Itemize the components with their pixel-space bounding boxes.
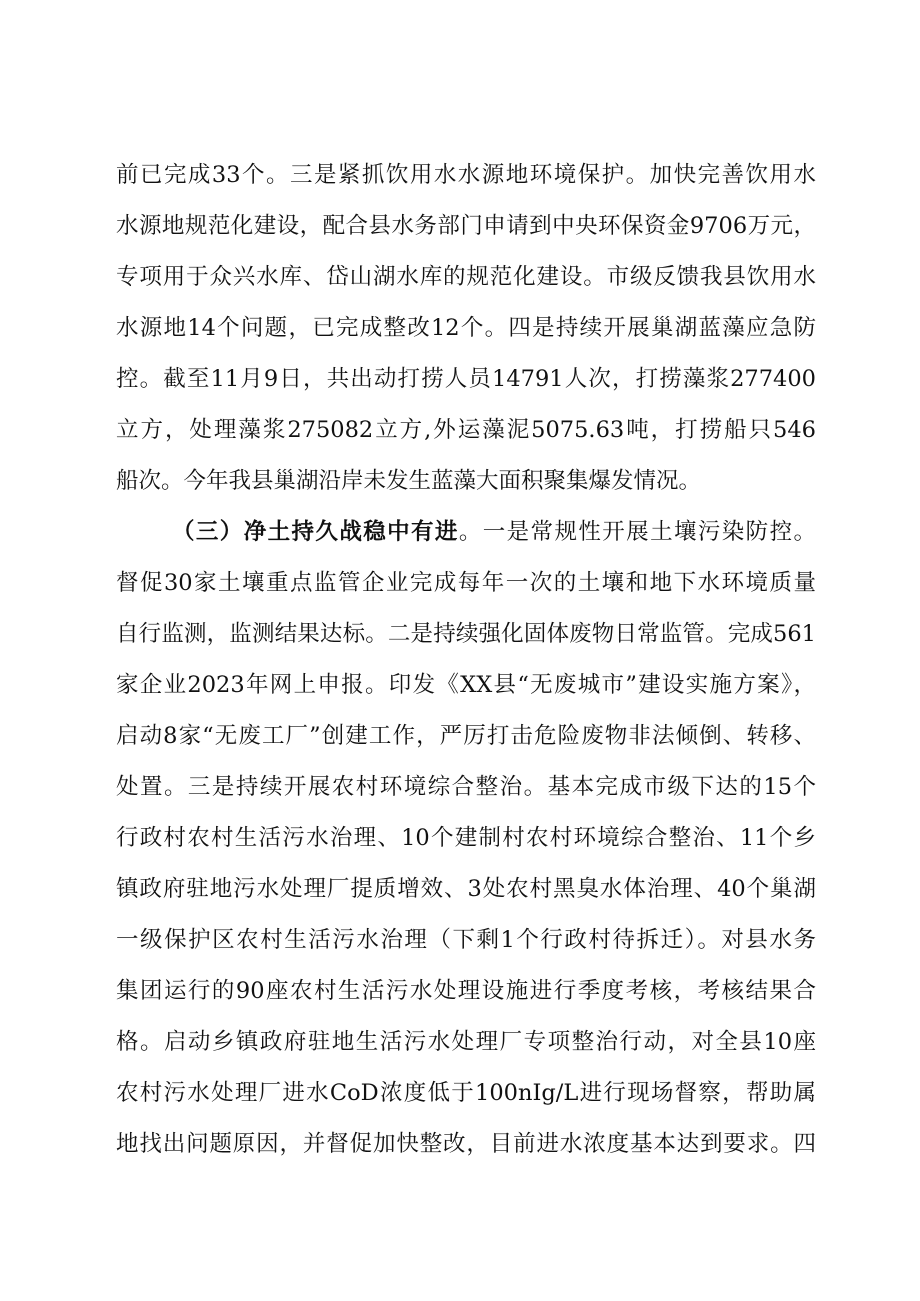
paragraph-line: 水源地规范化建设，配合县水务部门申请到中央环保资金9706万元， bbox=[116, 213, 816, 239]
paragraph-line: 镇政府驻地污水处理厂提质增效、3处农村黑臭水体治理、40个巢湖 bbox=[116, 876, 816, 902]
paragraph-line: 处置。三是持续开展农村环境综合整治。基本完成市级下达的15个 bbox=[116, 774, 816, 800]
paragraph-line: 前已完成33个。三是紧抓饮用水水源地环境保护。加快完善饮用水 bbox=[116, 162, 816, 188]
paragraph-line: 专项用于众兴水库、岱山湖水库的规范化建设。市级反馈我县饮用水 bbox=[116, 264, 816, 290]
paragraph-line: 水源地14个问题，已完成整改12个。四是持续开展巢湖蓝藻应急防 bbox=[116, 315, 816, 341]
paragraph-line: 启动8家“无废工厂”创建工作，严厉打击危险废物非法倾倒、转移、 bbox=[116, 723, 816, 749]
paragraph-line: 督促30家土壤重点监管企业完成每年一次的土壤和地下水环境质量 bbox=[116, 570, 816, 596]
paragraph-line: 控。截至11月9日，共出动打捞人员14791人次，打捞藻浆277400 bbox=[116, 366, 816, 392]
paragraph-line: 立方，处理藻浆275082立方,外运藻泥5075.63吨，打捞船只546 bbox=[116, 417, 816, 443]
paragraph-line: 农村污水处理厂进水CoD浓度低于100nIg/L进行现场督察，帮助属 bbox=[116, 1080, 816, 1106]
paragraph-line: 家企业2023年网上申报。印发《XX县“无废城市”建设实施方案》， bbox=[116, 672, 816, 698]
paragraph-line: 自行监测，监测结果达标。二是持续强化固体废物日常监管。完成561 bbox=[116, 621, 816, 647]
paragraph-line: 一级保护区农村生活污水治理（下剩1个行政村待拆迁）。对县水务 bbox=[116, 927, 816, 953]
paragraph-line: 格。启动乡镇政府驻地生活污水处理厂专项整治行动，对全县10座 bbox=[116, 1029, 816, 1055]
paragraph-line-last: 船次。今年我县巢湖沿岸未发生蓝藻大面积聚集爆发情况。 bbox=[116, 468, 702, 494]
section-first-line-text: 。一是常规性开展土壤污染防控。 bbox=[458, 519, 816, 545]
paragraph-line: 行政村农村生活污水治理、10个建制村农村环境综合整治、11个乡 bbox=[116, 825, 816, 851]
section-first-line bbox=[172, 515, 816, 549]
paragraph-line: 地找出问题原因，并督促加快整改，目前进水浓度基本达到要求。四 bbox=[116, 1131, 816, 1157]
paragraph-line: 集团运行的90座农村生活污水处理设施进行季度考核，考核结果合 bbox=[116, 978, 816, 1004]
section-heading: （三）净土持久战稳中有进 bbox=[172, 519, 459, 545]
